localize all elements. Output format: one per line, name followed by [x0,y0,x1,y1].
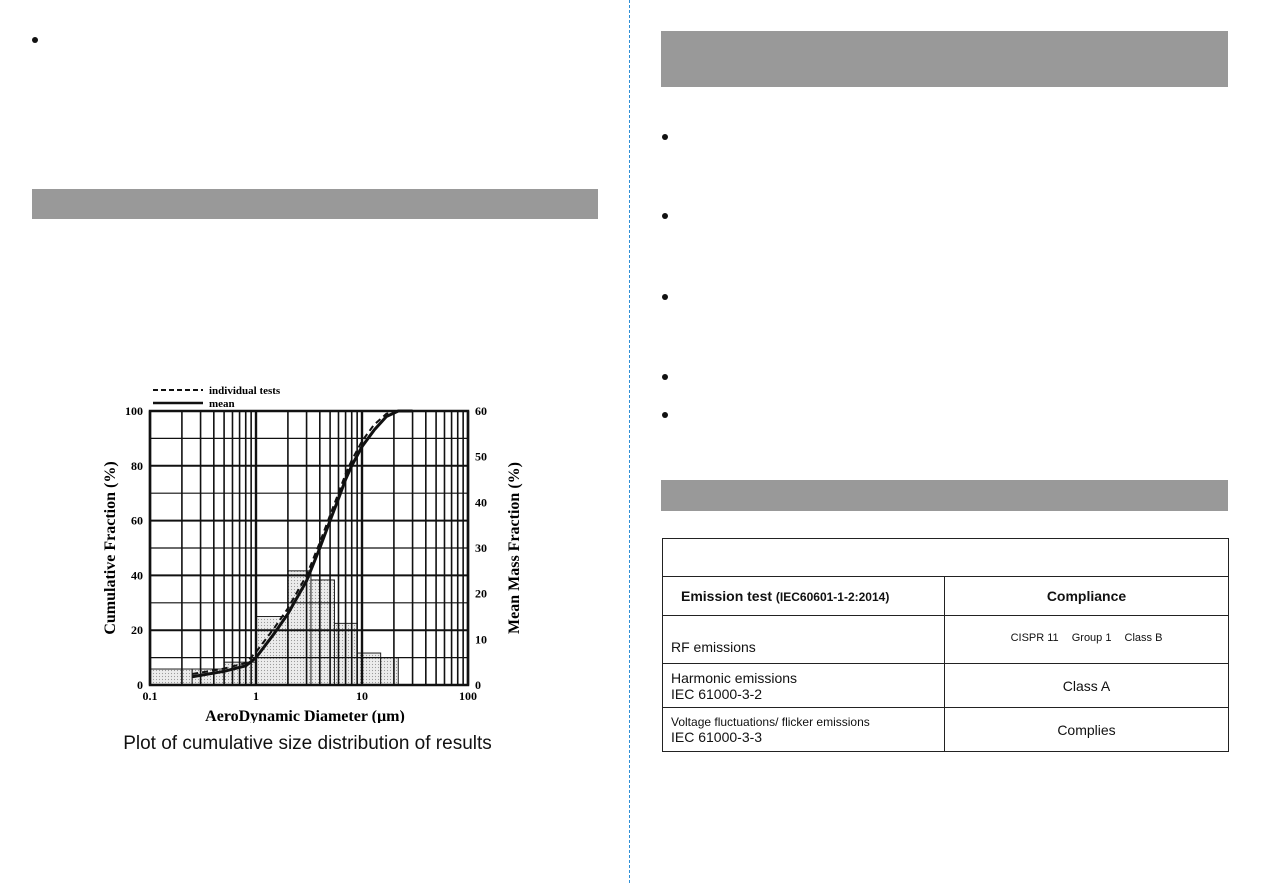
section-header-bar [661,31,1228,87]
bullet-marker [662,213,668,219]
table-row [663,708,1229,752]
section-header-bar [661,480,1228,511]
compliance-cell [945,664,1229,708]
test-line: IEC 61000-3-2 [671,685,763,702]
compliance-value: Complies [1057,721,1116,738]
table-header-row [663,577,1229,616]
y2-tick-label: 50 [475,449,487,464]
x-tick-label: 0.1 [142,689,158,703]
test-cell [663,664,945,708]
y2-tick-label: 30 [475,541,487,555]
histogram-bar [311,580,335,685]
y2-tick-label: 20 [475,586,487,601]
column-divider [629,0,630,883]
compliance-value: Class B [1124,632,1163,644]
x-axis-label: AeroDynamic Diameter (µm) [205,708,405,723]
bullet-marker [662,134,668,140]
bullet-marker [662,412,668,418]
x-tick-label: 100 [459,689,477,703]
compliance-cell [945,708,1229,752]
y-axis-label: Cumulative Fraction (%) [102,461,119,635]
table-row [663,616,1229,664]
test-line: IEC 61000-3-3 [671,728,763,745]
cumulative-distribution-chart [95,378,535,723]
test-cell [663,708,945,752]
legend-label: individual tests [209,385,281,397]
compliance-header: Compliance [945,577,1229,616]
test-cell [663,616,945,664]
y2-axis-label: Mean Mass Fraction (%) [506,462,523,634]
y2-tick-label: 0 [475,678,481,692]
table-title-row [663,539,1229,577]
test-line: Voltage fluctuations/ flicker emissions [671,714,870,729]
compliance-cell [945,616,1229,664]
chart-legend [153,385,281,410]
section-header-bar [32,189,598,219]
y-tick-label: 60 [131,513,143,528]
bullet-marker [662,294,668,300]
chart-caption: Plot of cumulative size distribution of results [123,733,492,754]
histogram-bar [288,571,311,685]
y-tick-label: 40 [131,568,143,583]
histogram-bar [150,669,192,685]
y-tick-label: 20 [131,623,143,638]
emission-test-standard: (IEC60601-1-2:2014) [775,590,890,604]
table-row [663,664,1229,708]
y-tick-label: 0 [137,678,143,692]
legend-label: mean [209,398,235,410]
test-line: RF emissions [671,638,756,655]
emission-table [662,538,1229,752]
compliance-value: Group 1 [1071,632,1112,644]
y2-tick-label: 60 [475,404,487,418]
x-tick-label: 1 [253,689,259,703]
emission-test-label: Emission test [681,588,773,604]
bullet-marker [662,374,668,380]
compliance-value: Class A [1062,677,1111,694]
y2-tick-label: 40 [475,495,487,510]
y-tick-label: 80 [131,458,143,473]
histogram-bar [381,658,399,685]
compliance-value: CISPR 11 [1010,632,1059,644]
table-title-cell [663,539,1229,577]
y-tick-label: 100 [125,404,143,418]
y2-tick-label: 10 [475,632,487,647]
x-tick-label: 10 [356,689,368,703]
bullet-marker [32,37,38,43]
test-line: Harmonic emissions [671,669,798,686]
emission-test-header [663,577,945,616]
chart-svg [95,378,535,723]
